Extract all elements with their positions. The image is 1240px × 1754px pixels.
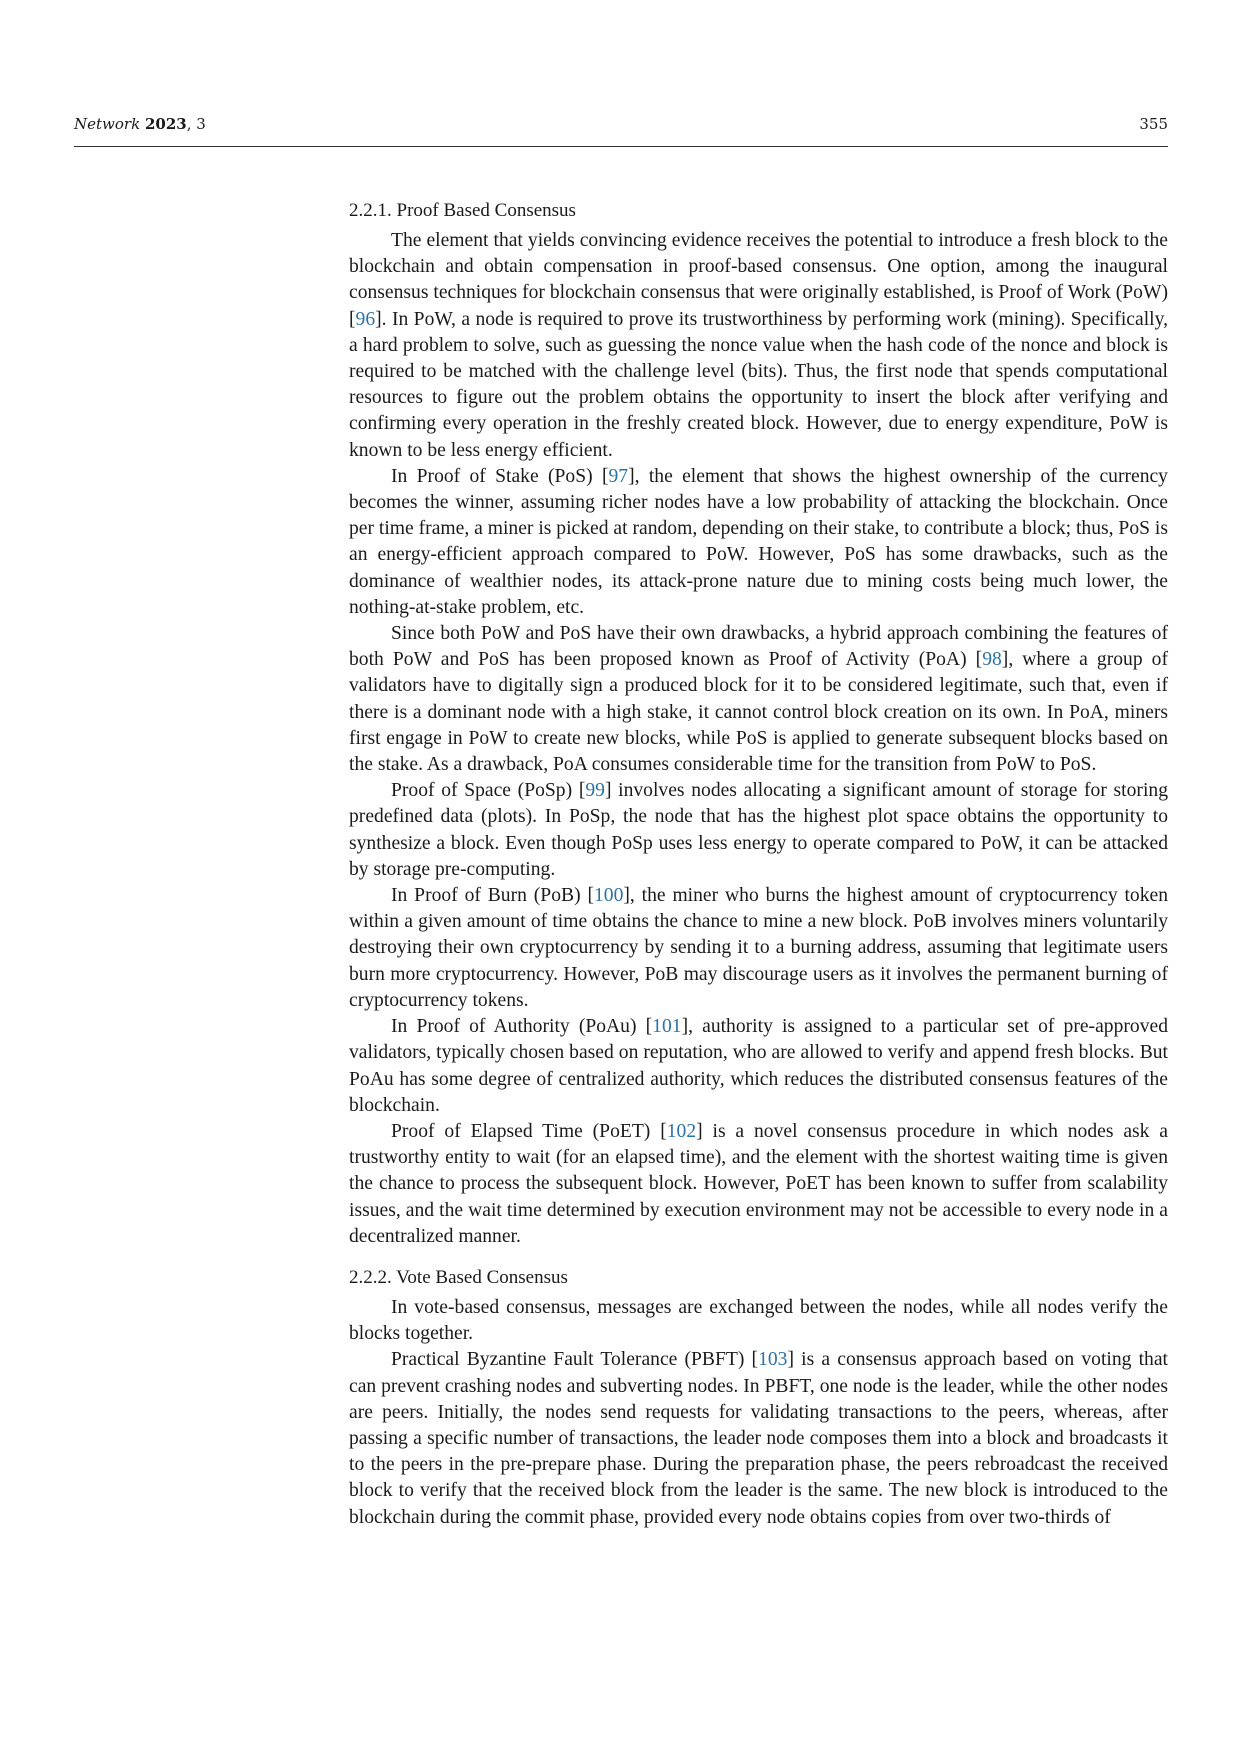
citation-link[interactable]: 101 bbox=[652, 1016, 682, 1038]
citation-link[interactable]: 100 bbox=[593, 885, 624, 907]
paragraph-text: In Proof of Stake (PoS) bbox=[391, 465, 602, 487]
running-header bbox=[74, 115, 1168, 139]
paragraph-text: , the miner who burns the highest amount of cryptocurrency token within a given amount of time obtains the chance to mine a new block. PoB involves miners voluntarily destroying their own cryptocurrency by sending it to a burning address, assuming that legitimate users burn more cryptocurrency. However, PoB may discourage users as it involves the permanent burning of cryptocurrency tokens. bbox=[349, 885, 1168, 1011]
journal-citation bbox=[74, 115, 206, 133]
journal-volume: , 3 bbox=[186, 115, 206, 133]
paragraph: The element that yields convincing evidence receives the potential to introduce a fresh block to the blockchain and obtain compensation in proof-based consensus. One option, among the inaugural consensus techniques for blockchain consensus that were originally established, is Proof of Work (PoW) [96]. In PoW, a node is required to prove its trustworthiness by performing work (mining). Specifically, a hard problem to solve, such as guessing the nonce value when the hash code of the nonce and block is required to be matched with the challenge level (bits). Thus, the first node that spends computational resources to figure out the problem obtains the opportunity to insert the block after verifying and confirming every operation in the freshly created block. However, due to energy expenditure, PoW is known to be less energy efficient. bbox=[349, 230, 1168, 461]
citation-link[interactable]: 103 bbox=[758, 1349, 788, 1371]
paragraph-text: , the element that shows the highest ownership of the currency becomes the winner, assuming richer nodes have a low probability of attacking the blockchain. Once per time frame, a miner is picked at random, depending on their stake, to contribute a block; thus, PoS is an energy-efficient approach compared to PoW. However, PoS has some drawbacks, such as the dominance of wealthier nodes, its attack-prone nature due to mining costs being much lower, the nothing-at-stake problem, etc. bbox=[349, 465, 1168, 618]
journal-year: 2023 bbox=[144, 115, 187, 133]
paragraph: Practical Byzantine Fault Tolerance (PBFT) [103] is a consensus approach based on voting that can prevent crashing nodes and subverting nodes. In PBFT, one node is the leader, while the other nodes are peers. Initially, the nodes send requests for validating transactions to the peers, whereas, after passing a specific number of transactions, the leader node composes them into a block and broadcasts it to the peers in the pre-prepare phase. During the preparation phase, the peers rebroadcast the received block to verify that the received block from the leader is the same. The new block is introduced to the blockchain during the commit phase, provided every node obtains copies from over two-thirds of bbox=[349, 1349, 1168, 1528]
paragraph bbox=[349, 1295, 1168, 1347]
paragraph-text: Proof of Elapsed Time (PoET) bbox=[391, 1120, 661, 1142]
journal-name: Network bbox=[74, 115, 141, 133]
subsection-heading: 2.2.1. Proof Based Consensus bbox=[349, 200, 576, 221]
paragraph: Since both PoW and PoS have their own drawbacks, a hybrid approach combining the features of both PoW and PoS has been proposed known as Proof of Activity (PoA) [98], where a group of validators have to digitally sign a produced block for it to be considered legitimate, such that, even if there is a dominant node with a high stake, it cannot control block creation on its own. In PoA, miners first engage in PoW to create new blocks, while PoS is applied to generate subsequent blocks based on the stake. As a drawback, PoA consumes considerable time for the transition from PoW to PoS. bbox=[349, 623, 1168, 776]
paragraph-text: In Proof of Burn (PoB) bbox=[391, 885, 588, 907]
paragraph-text: Since both PoW and PoS have their own drawbacks, a hybrid approach combining the features of both PoW and PoS has been proposed known as Proof of Activity (PoA) bbox=[349, 623, 1168, 671]
paragraph-text: involves nodes allocating a significant amount of storage for storing predefined data (plots). In PoSp, the node that has the highest plot space obtains the opportunity to synthesize a block. Even though PoSp uses less energy to operate compared to PoW, it can be attacked by storage pre-computing. bbox=[349, 780, 1168, 880]
paragraph-text: In Proof of Authority (PoAu) bbox=[391, 1016, 646, 1038]
paragraph: In Proof of Burn (PoB) [100], the miner who burns the highest amount of cryptocurrency token within a given amount of time obtains the chance to mine a new block. PoB involves miners voluntarily destroying their own cryptocurrency by sending it to a burning address, assuming that legitimate users burn more cryptocurrency. However, PoB may discourage users as it involves the permanent burning of cryptocurrency tokens. bbox=[349, 885, 1168, 1011]
page-number: 355 bbox=[1139, 115, 1168, 133]
paragraph-text: , authority is assigned to a particular set of pre-approved validators, typically chosen based on reputation, who are allowed to verify and append fresh blocks. But PoAu has some degree of centralized authority, which reduces the distributed consensus features of the blockchain. bbox=[349, 1016, 1168, 1116]
subsection-heading: 2.2.2. Vote Based Consensus bbox=[349, 1266, 568, 1288]
paragraph-text: , where a group of validators have to digitally sign a produced block for it to be considered legitimate, such that, even if there is a dominant node with a high stake, it cannot control block creation on its own. In PoA, miners first engage in PoW to create new blocks, while PoS is applied to generate subsequent blocks based on the stake. As a drawback, PoA consumes considerable time for the transition from PoW to PoS. bbox=[349, 649, 1168, 776]
citation-link[interactable]: 96 bbox=[355, 308, 376, 330]
paragraph: Proof of Space (PoSp) [99] involves nodes allocating a significant amount of storage for storing predefined data (plots). In PoSp, the node that has the highest plot space obtains the opportunity to synthesize a block. Even though PoSp uses less energy to operate compared to PoW, it can be attacked by storage pre-computing. bbox=[349, 780, 1168, 880]
paragraph: In Proof of Stake (PoS) [97], the element that shows the highest ownership of the currency becomes the winner, assuming richer nodes have a low probability of attacking the blockchain. Once per time frame, a miner is picked at random, depending on their stake, to contribute a block; thus, PoS is an energy-efficient approach compared to PoW. However, PoS has some drawbacks, such as the dominance of wealthier nodes, its attack-prone nature due to mining costs being much lower, the nothing-at-stake problem, etc. bbox=[349, 465, 1168, 618]
paragraph-text: Proof of Space (PoSp) bbox=[391, 780, 579, 802]
header-rule bbox=[74, 146, 1168, 147]
paragraph-text: is a novel consensus procedure in which nodes ask a trustworthy entity to wait (for an elapsed time), and the element with the shortest waiting time is given the chance to process the subsequent block. However, PoET has been known to suffer from scalability issues, and the wait time determined by execution environment may not be accessible to every node in a decentralized manner. bbox=[349, 1120, 1168, 1247]
citation-link[interactable]: 97 bbox=[608, 465, 629, 487]
citation-link[interactable]: 99 bbox=[585, 780, 605, 802]
paragraph-text: . In PoW, a node is required to prove its trustworthiness by performing work (mining). Specifically, a hard problem to solve, such as guessing the nonce value when the hash code of the nonce and block is required to be matched with the challenge level (bits). Thus, the first node that spends computational resources to figure out the problem obtains the opportunity to insert the block after verifying and confirming every operation in the freshly created block. However, due to energy expenditure, PoW is known to be less energy efficient. bbox=[349, 308, 1168, 461]
citation-link[interactable]: 98 bbox=[982, 649, 1002, 671]
citation-link[interactable]: 102 bbox=[666, 1120, 697, 1142]
paragraph: Proof of Elapsed Time (PoET) [102] is a novel consensus procedure in which nodes ask a trustworthy entity to wait (for an elapsed time), and the element with the shortest waiting time is given the chance to process the subsequent block. However, PoET has been known to suffer from scalability issues, and the wait time determined by execution environment may not be accessible to every node in a decentralized manner. bbox=[349, 1120, 1168, 1247]
paragraph: In Proof of Authority (PoAu) [101], authority is assigned to a particular set of pre-approved validators, typically chosen based on reputation, who are allowed to verify and append fresh blocks. But PoAu has some degree of centralized authority, which reduces the distributed consensus features of the blockchain. bbox=[349, 1016, 1168, 1116]
paragraph-text: The element that yields convincing evidence receives the potential to introduce a fresh block to the blockchain and obtain compensation in proof-based consensus. One option, among the inaugural consensus techniques for blockchain consensus that were originally established, is Proof of Work (PoW) bbox=[349, 230, 1168, 304]
paragraph-text: In vote-based consensus, messages are exchanged between the nodes, while all nodes verify the blocks together. bbox=[349, 1296, 1168, 1345]
paragraph-text: Practical Byzantine Fault Tolerance (PBFT) bbox=[391, 1349, 752, 1371]
paragraph-text: is a consensus approach based on voting that can prevent crashing nodes and subverting nodes. In PBFT, one node is the leader, while the other nodes are peers. Initially, the nodes send requests for validating transactions to the peers, whereas, after passing a specific number of transactions, the leader node composes them into a block and broadcasts it to the peers in the pre-prepare phase. During the preparation phase, the peers rebroadcast the received block to verify that the received block from the leader is the same. The new block is introduced to the blockchain during the commit phase, provided every node obtains copies from over two-thirds of bbox=[349, 1349, 1168, 1528]
body-column bbox=[349, 198, 1168, 1531]
